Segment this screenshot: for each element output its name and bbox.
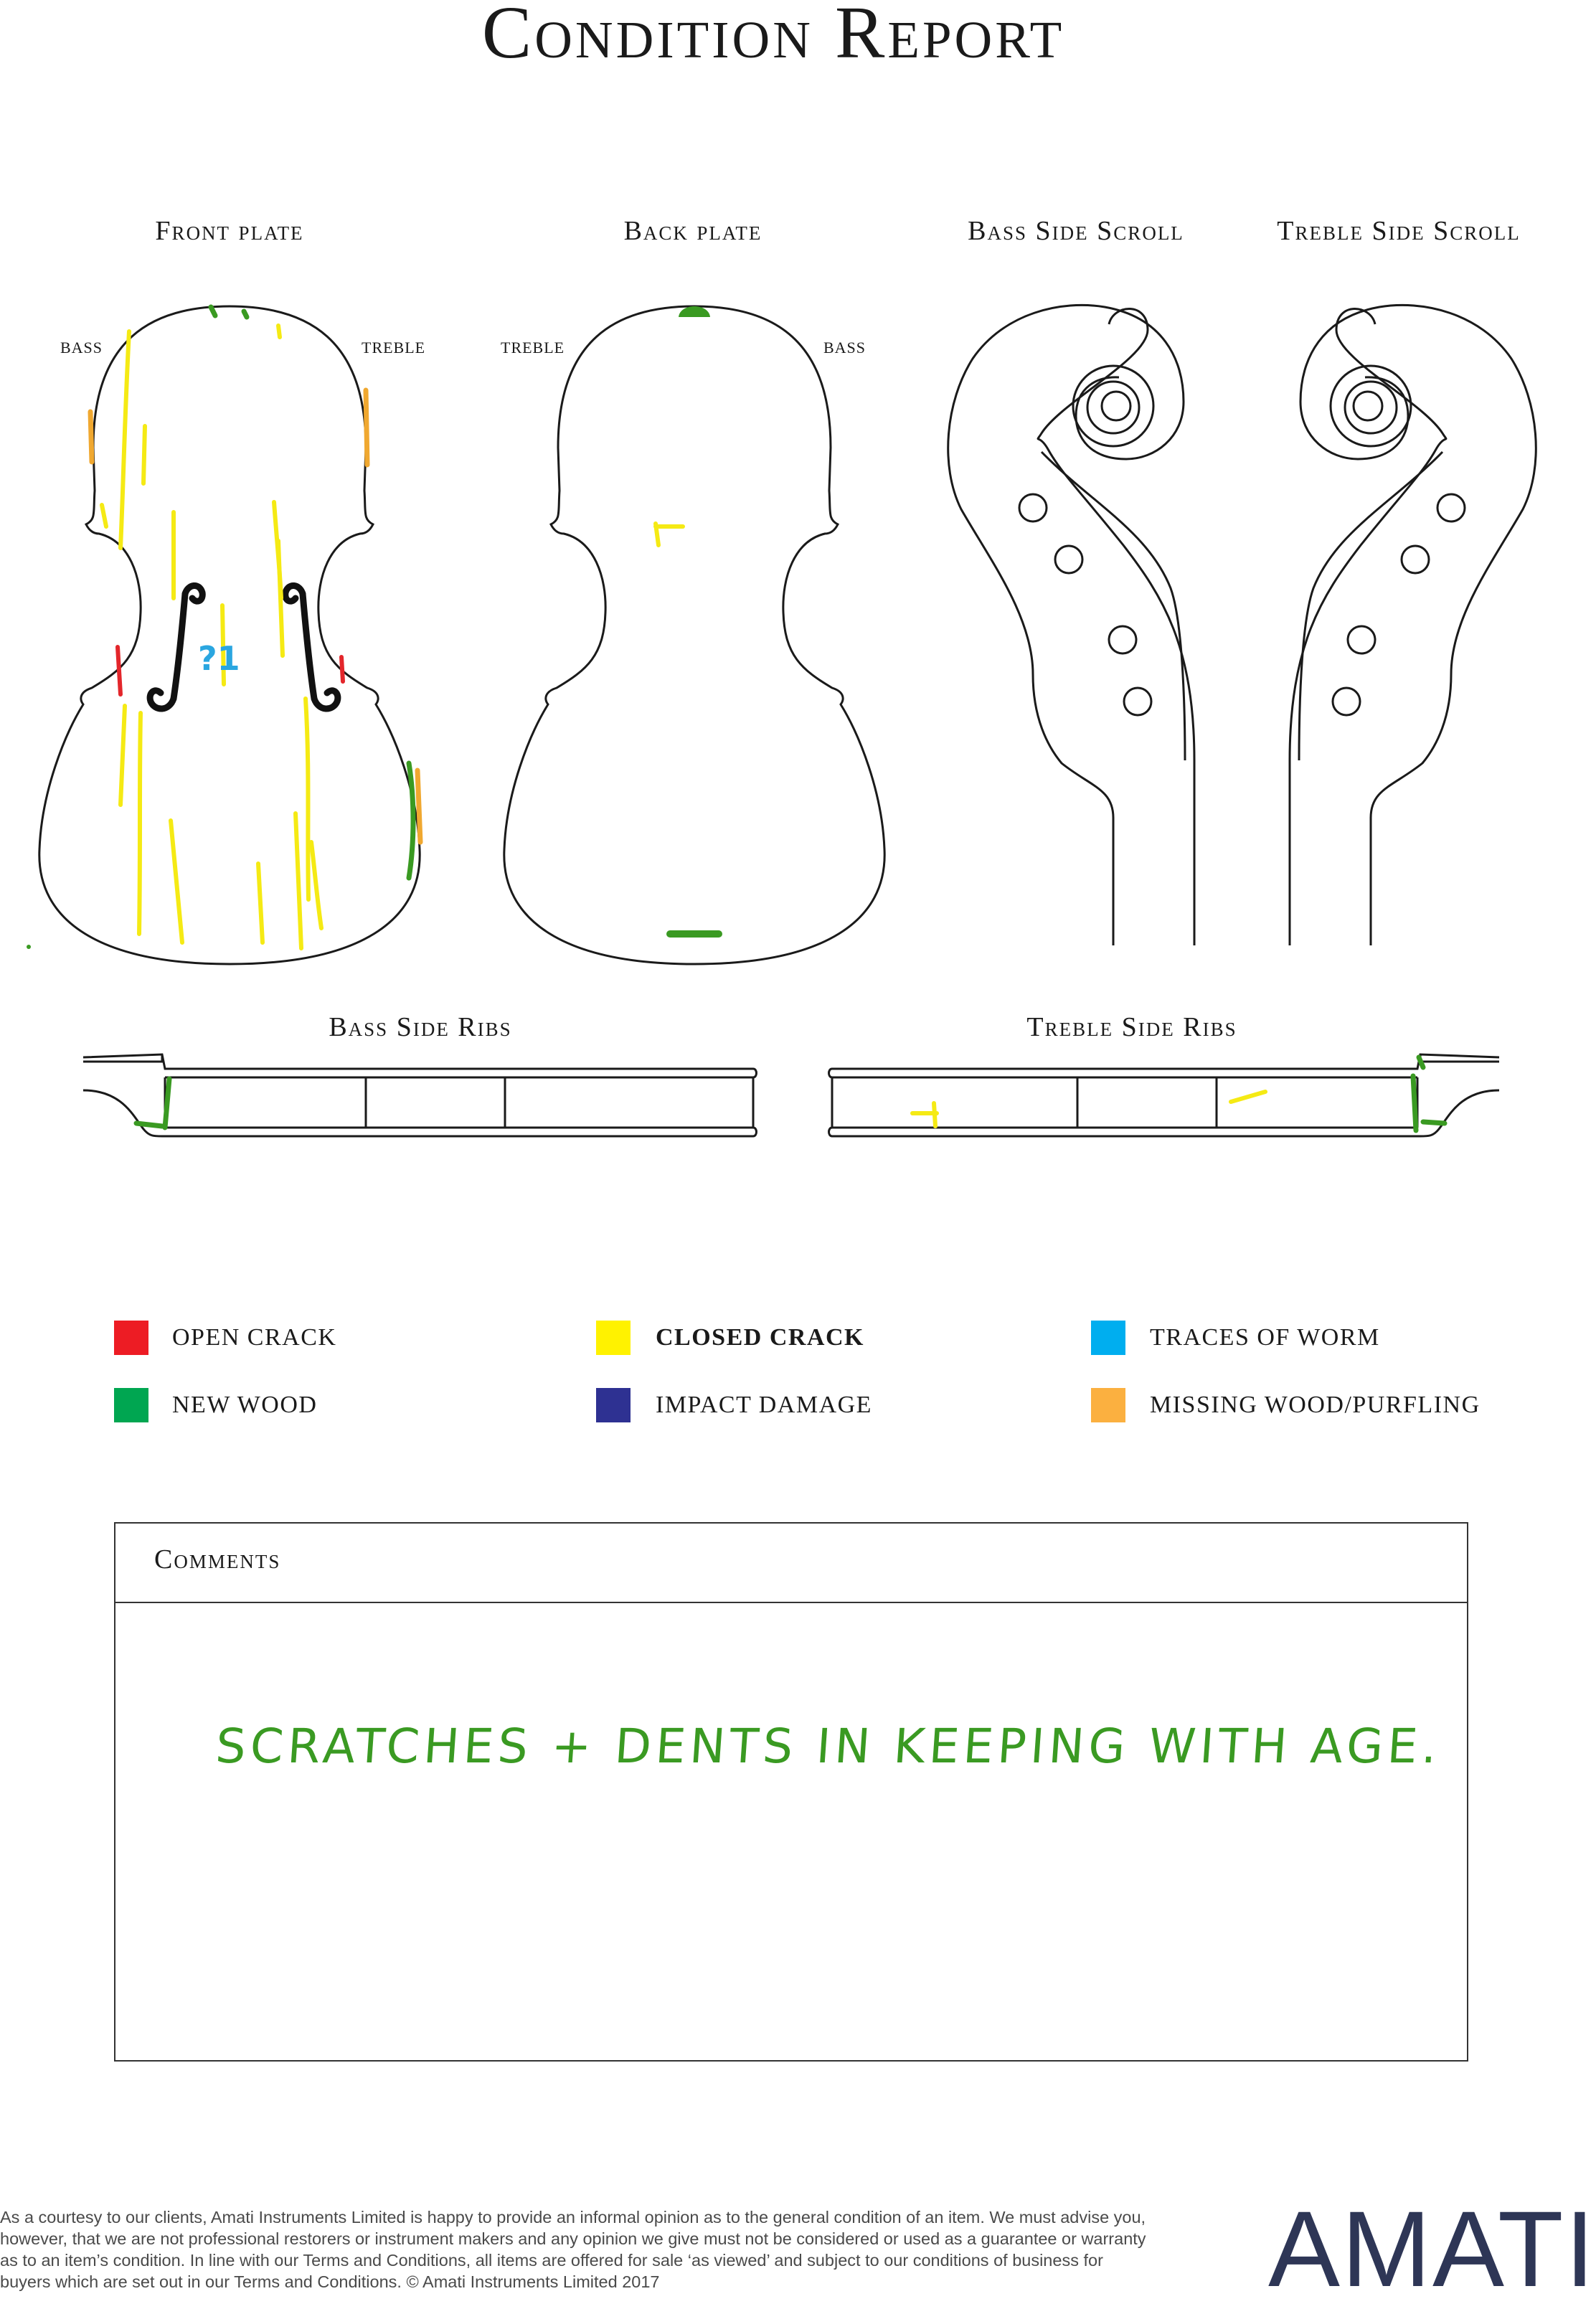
comments-header — [115, 1524, 1467, 1603]
bass-side-scroll-label: Bass Side Scroll — [968, 216, 1184, 246]
amati-logo: AMATI — [1268, 2188, 1596, 2309]
treble-side-ribs-drawing — [829, 1054, 1500, 1136]
f-hole-left — [150, 585, 202, 709]
legend-swatch-open-crack — [114, 1321, 148, 1355]
legend-label-traces-of-worm: TRACES OF WORM — [1150, 1324, 1380, 1351]
treble-side-scroll-drawing — [1290, 305, 1536, 945]
legend-label-open-crack: OPEN CRACK — [172, 1324, 337, 1351]
legend-swatch-impact-damage — [596, 1388, 631, 1422]
treble-side-scroll-label: Treble Side Scroll — [1277, 216, 1521, 246]
front-plate-label: Front plate — [155, 216, 304, 246]
legend-swatch-new-wood — [114, 1388, 148, 1422]
comments-handwritten-text: SCRATCHES + DENTS IN KEEPING WITH AGE. — [214, 1719, 1443, 1774]
bass-side-ribs-drawing — [83, 1054, 757, 1136]
back-treble-tag: TREBLE — [501, 339, 565, 356]
legend-swatch-missing-wood — [1091, 1388, 1125, 1422]
legend-label-impact-damage: IMPACT DAMAGE — [656, 1392, 872, 1418]
back-bass-tag: BASS — [823, 339, 867, 356]
legend-swatch-traces-of-worm — [1091, 1321, 1125, 1355]
comments-title: Comments — [154, 1544, 281, 1574]
page-title: Condition Report — [481, 0, 1065, 74]
legend-label-new-wood: NEW WOOD — [172, 1392, 318, 1418]
comments-box — [114, 1522, 1468, 2062]
front-treble-tag: TREBLE — [362, 339, 426, 356]
front-bass-tag: BASS — [60, 339, 103, 356]
f-hole-right — [285, 585, 338, 709]
bass-side-ribs-label: Bass Side Ribs — [329, 1012, 512, 1042]
bass-side-scroll-drawing — [948, 305, 1194, 945]
treble-side-ribs-label: Treble Side Ribs — [1026, 1012, 1237, 1042]
legend-label-closed-crack: CLOSED CRACK — [656, 1324, 864, 1351]
disclaimer-text: As a courtesy to our clients, Amati Instruments Limited is happy to provide an informal opinion as to the general condition of an item. We must advise you, however, that we are not professional restorers or instrument makers and any opinion we give must not be considered or used as a guarantee or warranty as to an item’s condition. In line with our Terms and Conditions, all items are offered for sale ‘as viewed’ and subject to our conditions of business for buyers which are set out in our Terms and Conditions. © Amati Instruments Limited 2017 — [0, 2208, 1146, 2291]
front-plate-drawing — [27, 306, 420, 964]
legend-label-missing-wood: MISSING WOOD/PURFLING — [1150, 1392, 1481, 1418]
back-plate-drawing — [504, 306, 884, 964]
back-plate-label: Back plate — [623, 216, 762, 246]
legend-swatch-closed-crack — [596, 1321, 631, 1355]
front-plate-worm-note: ?1 — [198, 639, 240, 678]
